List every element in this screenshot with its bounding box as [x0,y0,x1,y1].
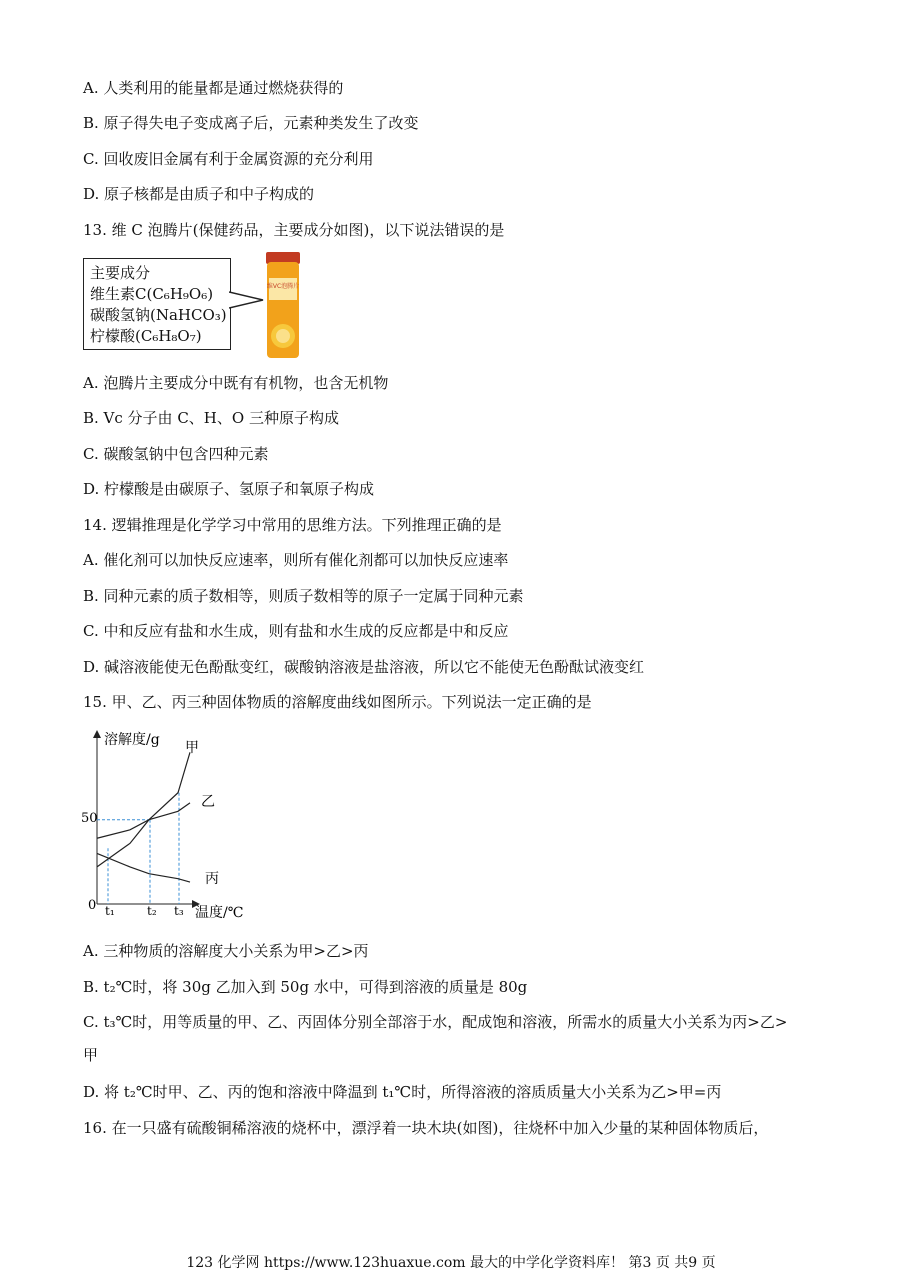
y-tick-0: 0 [88,898,97,913]
q12-option-b: B. 原子得失电子变成离子后，元素种类发生了改变 [83,114,419,132]
q15-option-c-cont: 甲 [83,1046,99,1064]
q14-stem: 14. 逻辑推理是化学学习中常用的思维方法。下列推理正确的是 [83,516,502,534]
q16-stem: 16. 在一只盛有硫酸铜稀溶液的烧杯中，漂浮着一块木块(如图)，往烧杯中加入少量的某种固体物质后， [83,1119,769,1137]
curve-bing [97,853,190,882]
q13-option-d: D. 柠檬酸是由碳原子、氢原子和氧原子构成 [83,480,375,498]
q12-option-c: C. 回收废旧金属有利于金属资源的充分利用 [83,150,374,168]
q12-option-a: A. 人类利用的能量都是通过燃烧获得的 [83,79,344,97]
q15-option-c: C. t₃℃时，用等质量的甲、乙、丙固体分别全部溶于水，配成饱和溶液，所需水的质量大小关系为丙>乙> [83,1013,788,1031]
series-label-bing: 丙 [205,871,219,887]
ingredient-vc: 维生素C(C₆H₉O₆) [90,285,214,303]
tube-brand-text: 维VC泡腾片 [266,283,300,290]
ingredient-nahco3: 碳酸氢钠(NaHCO₃) [90,306,227,324]
series-label-yi: 乙 [201,794,215,810]
q14-option-a: A. 催化剂可以加快反应速率，则所有催化剂都可以加快反应速率 [83,551,509,569]
q14-option-b: B. 同种元素的质子数相等，则质子数相等的原子一定属于同种元素 [83,587,524,605]
q13-option-b: B. Vc 分子由 C、H、O 三种原子构成 [83,409,339,427]
q13-option-c: C. 碳酸氢钠中包含四种元素 [83,445,269,463]
ingredient-label-box [83,258,231,350]
q14-option-c: C. 中和反应有盐和水生成，则有盐和水生成的反应都是中和反应 [83,622,509,640]
q12-option-d: D. 原子核都是由质子和中子构成的 [83,185,315,203]
page-footer: 123 化学网 https://www.123huaxue.com 最大的中学化学资料库！ 第3 页 共9 页 [186,1255,716,1271]
q15-option-a: A. 三种物质的溶解度大小关系为甲>乙>丙 [83,942,369,960]
q15-option-b: B. t₂℃时，将 30g 乙加入到 50g 水中，可得到溶液的质量是 80g [83,978,528,996]
x-tick-t2: t₂ [147,904,157,918]
x-tick-t1: t₁ [105,904,115,918]
q14-option-d: D. 碱溶液能使无色酚酞变红，碳酸钠溶液是盐溶液，所以它不能使无色酚酞试液变红 [83,658,645,676]
curve-yi [97,803,190,838]
vc-tablet-tube-image [264,250,302,360]
solubility-chart [78,726,258,926]
ingredient-citric-acid: 柠檬酸(C₆H₈O₇) [90,327,202,345]
q15-option-d: D. 将 t₂℃时甲、乙、丙的饱和溶液中降温到 t₁℃时，所得溶液的溶质质量大小关系为乙>甲=丙 [83,1083,722,1101]
q13-option-a: A. 泡腾片主要成分中既有有机物，也含无机物 [83,374,389,392]
curve-jia [97,752,190,867]
x-tick-t3: t₃ [174,904,184,918]
x-axis-label: 温度/℃ [195,905,244,921]
y-axis-label: 溶解度/g [104,732,160,748]
callout-pointer [229,290,265,310]
q13-stem: 13. 维 C 泡腾片(保健药品，主要成分如图)，以下说法错误的是 [83,221,505,239]
y-tick-50: 50 [81,811,98,826]
ingredient-title: 主要成分 [90,264,151,282]
q15-stem: 15. 甲、乙、丙三种固体物质的溶解度曲线如图所示。下列说法一定正确的是 [83,693,592,711]
series-label-jia: 甲 [185,740,199,756]
